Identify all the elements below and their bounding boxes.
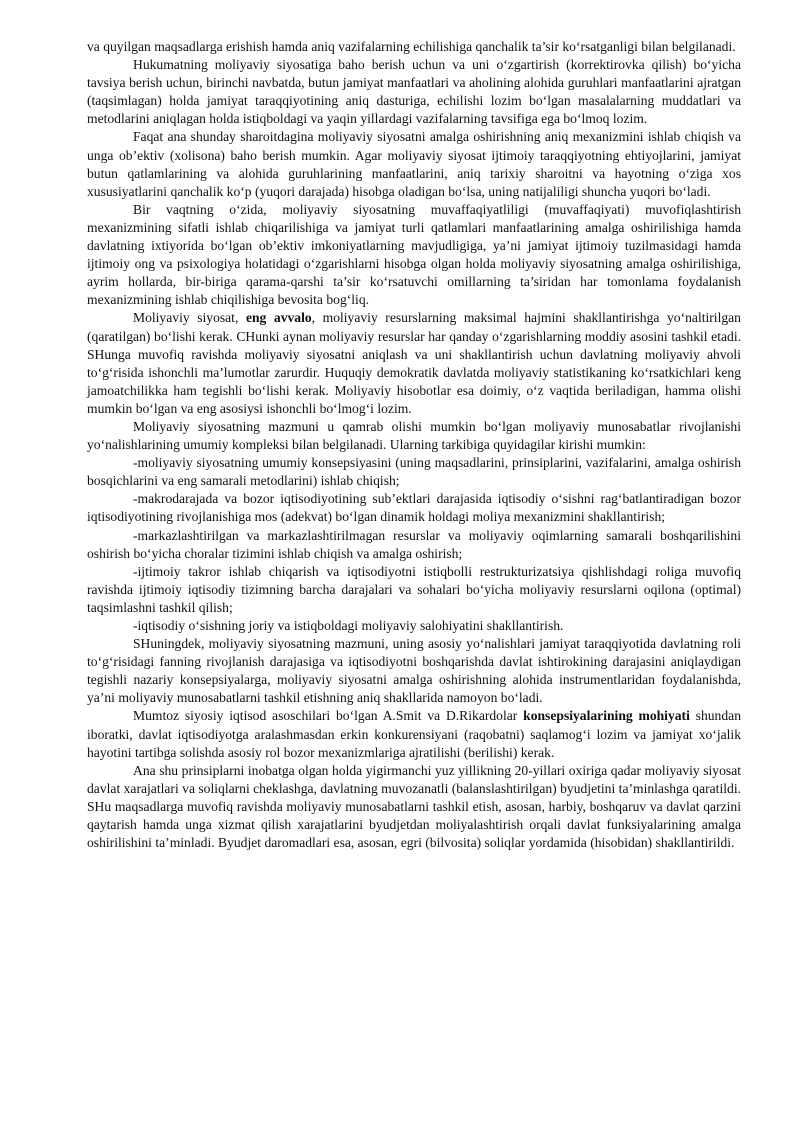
paragraph-policy-success: Bir vaqtning o‘zida, moliyaviy siyosatning muvaffaqiyatliligi (muvaffaqiyati) muvofiqlashtirish mexanizmining sifatli ishlab chiqarilishiga va jamiyat turli qatlamlari manfaatlarining amalga oshirilishiga hamda davlatning ixtiyorida bo‘lgan ob’ektiv imkoniyatlarning mavjudligiga, ya’ni jamiyat ijtimoiy tuzilmasidagi hamda ijtimoiy ong va psixologiya holatidagi o‘zgarishlarni hisobga olgan holda moliyaviy siyosatning amalga oshirilishiga, ayrim hollarda, bir-biriga qarama-qarshi ta’sir ko‘rsatuvchi omillarning ta’siridan har tomonlama foydalanish mexanizmining ishlab chiqilishiga bevosita bog‘liq. — [87, 201, 741, 308]
paragraph-government-policy-assessment: Hukumatning moliyaviy siyosatiga baho berish uchun va uni o‘zgartirish (korrektirovka qilish) bo‘yicha tavsiya berish uchun, birinchi navbatda, butun jamiyat manfaatlari va aholining alohida guruhlari manfaatlarini ajratgan (taqsimlagan) holda jamiyat taraqqiyotining aniq dasturiga, echilishi lozim bo‘lgan masalalarning muddatlari va metodlarini aniqlagan holda istiqboldagi va yaqin yillardagi vazifalarning tavsifiga ega bo‘lmoq lozim. — [87, 57, 741, 127]
bold-phrase: konsepsiyalarining mohiyati — [523, 708, 690, 724]
paragraph-policy-content: Moliyaviy siyosatning mazmuni u qamrab olishi mumkin bo‘lgan moliyaviy munosabatlar rivojlanishi yo‘nalishlarining umumiy kompleksi bilan belgilanadi. Ularning tarkibiga quyidagilar kirishi mumkin: — [87, 418, 741, 453]
list-item: -ijtimoiy takror ishlab chiqarish va iqtisodiyotni istiqbolli restrukturizatsiya qishlishdagi roliga muvofiq ravishda ijtimoiy iqtisodiy tizimning barcha darajalari va sohalari bo‘yicha moliyaviy resurslarni oqilona (optimal) taqsimlashni tashkil qilish; — [87, 563, 741, 615]
bold-phrase: eng avvalo — [245, 310, 312, 326]
paragraph-mechanism-evaluation: Faqat ana shunday sharoitdagina moliyaviy siyosatni amalga oshirishning aniq mexanizmini ishlab chiqish va unga ob’ektiv (xolisona) baho berish mumkin. Agar moliyaviy siyosat ijtimoiy taraqqiyotning ehtiyojlarini, jamiyat butun qatlamlarining va alohida guruhlarining manfaatlarini, aniq tarixiy sharoitni va hayotning o‘ziga xos xususiyatlarini qanchalik ko‘p (yuqori darajada) hisobga oladigan bo‘lsa, uning natijaliligi shuncha yuqori bo‘ladi. — [87, 129, 741, 199]
paragraph-text: Moliyaviy siyosat, — [133, 310, 246, 326]
paragraph-continuation: va quyilgan maqsadlarga erishish hamda aniq vazifalarning echilishiga qanchalik ta’sir ko‘rsatganligi bilan belgilanadi. — [87, 39, 736, 54]
paragraph-text: , moliyaviy resurslarning maksimal hajmini shakllantirishga yo‘naltirilgan (qaratilgan) bo‘lishi kerak. CHunki aynan moliyaviy resurslar har qanday o‘zgarishlarning moddiy asosini tashkil etadi. SHunga muvofiq ravishda moliyaviy siyosatni aniqlash va uni shakllantirish uchun davlatning moliyaviy ahvoli to‘g‘risida ishonchli ma’lumotlar zarurdir. Huquqiy demokratik davlatda moliyaviy statistikaning ko‘rsatkichlari keng jamoatchilikka ham tegishli bo‘lishi kerak. Moliyaviy hisobotlar esa doimiy, o‘z vaqtida beriladigan, hamma olishi mumkin bo‘lgan va eng asosiysi ishonchli bo‘lmog‘i lozim. — [87, 310, 741, 416]
list-item: -moliyaviy siyosatning umumiy konsepsiyasini (uning maqsadlarini, prinsiplarini, vazifalarini, amalga oshirish bosqichlarini va eng samarali metodlarini) ishlab chiqish; — [87, 455, 741, 489]
paragraph-classical-economics — [87, 707, 741, 761]
paragraph-text: shundan iboratki, davlat iqtisodiyotga aralashmasdan erkin konkurensiyani (raqobatni) saqlamog‘i lozim va jamiyat xo‘jalik hayotini tartibga solishda asosiy rol bozor mexanizmlariga ajratilishi (berilishi) kerak. — [87, 708, 741, 760]
paragraph-text: Mumtoz siyosiy iqtisod asoschilari bo‘lgan A.Smit va D.Rikardolar — [133, 708, 524, 724]
list-item: -makrodarajada va bozor iqtisodiyotining sub’ektlari darajasida iqtisodiy o‘sishni rag‘batlantiradigan bozor iqtisodiyotining rivojlanishiga mos (adekvat) bo‘lgan dinamik holdagi moliya mexanizmini shakllantirish; — [87, 491, 741, 525]
paragraph-twentieth-century-policy: Ana shu prinsiplarni inobatga olgan holda yigirmanchi yuz yillikning 20-yillari oxiriga qadar moliyaviy siyosat davlat xarajatlari va soliqlarni cheklashga, davlatning muvozanatli (balanslashtirilgan) byudjetini ta’minlashga qaratildi. SHu maqsadlarga muvofiq ravishda moliyaviy munosabatlarni tashkil etish, asosan, harbiy, boshqaruv va davlat qarzini qaytarish hamda unga xizmat qilish xarajatlarini byudjetdan moliyalashtirish orqali davlat funksiyalarining amalga oshirilishini ta’minladi. Byudjet daromadlari esa, asosan, egri (bilvosita) soliqlar yordamida (hisobidan) shakllantirildi. — [87, 762, 741, 851]
list-item: -markazlashtirilgan va markazlashtirilmagan resurslar va moliyaviy oqimlarning samarali boshqarilishini oshirish bo‘yicha choralar tizimini ishlab chiqish va amalga oshirish; — [87, 527, 741, 561]
paragraph-state-role: SHuningdek, moliyaviy siyosatning mazmuni, uning asosiy yo‘nalishlari jamiyat taraqqiyotida davlatning roli to‘g‘risidagi fanning rivojlanish darajasiga va iqtisodiyotni boshqarishda davlat ishtirokining darajasini aniqlaydigan tegishli nazariy konsepsiyalarga, moliyaviy siyosatni amalga oshirishning alohida instrumentlaridan foydalanishda, ya’ni moliyaviy munosabatlarni tashkil etishning aniq shakllarida namoyon bo‘ladi. — [87, 636, 741, 706]
list-item: -iqtisodiy o‘sishning joriy va istiqboldagi moliyaviy salohiyatini shakllantirish. — [133, 618, 564, 633]
paragraph-financial-resources — [87, 309, 741, 418]
document-page — [87, 38, 741, 852]
